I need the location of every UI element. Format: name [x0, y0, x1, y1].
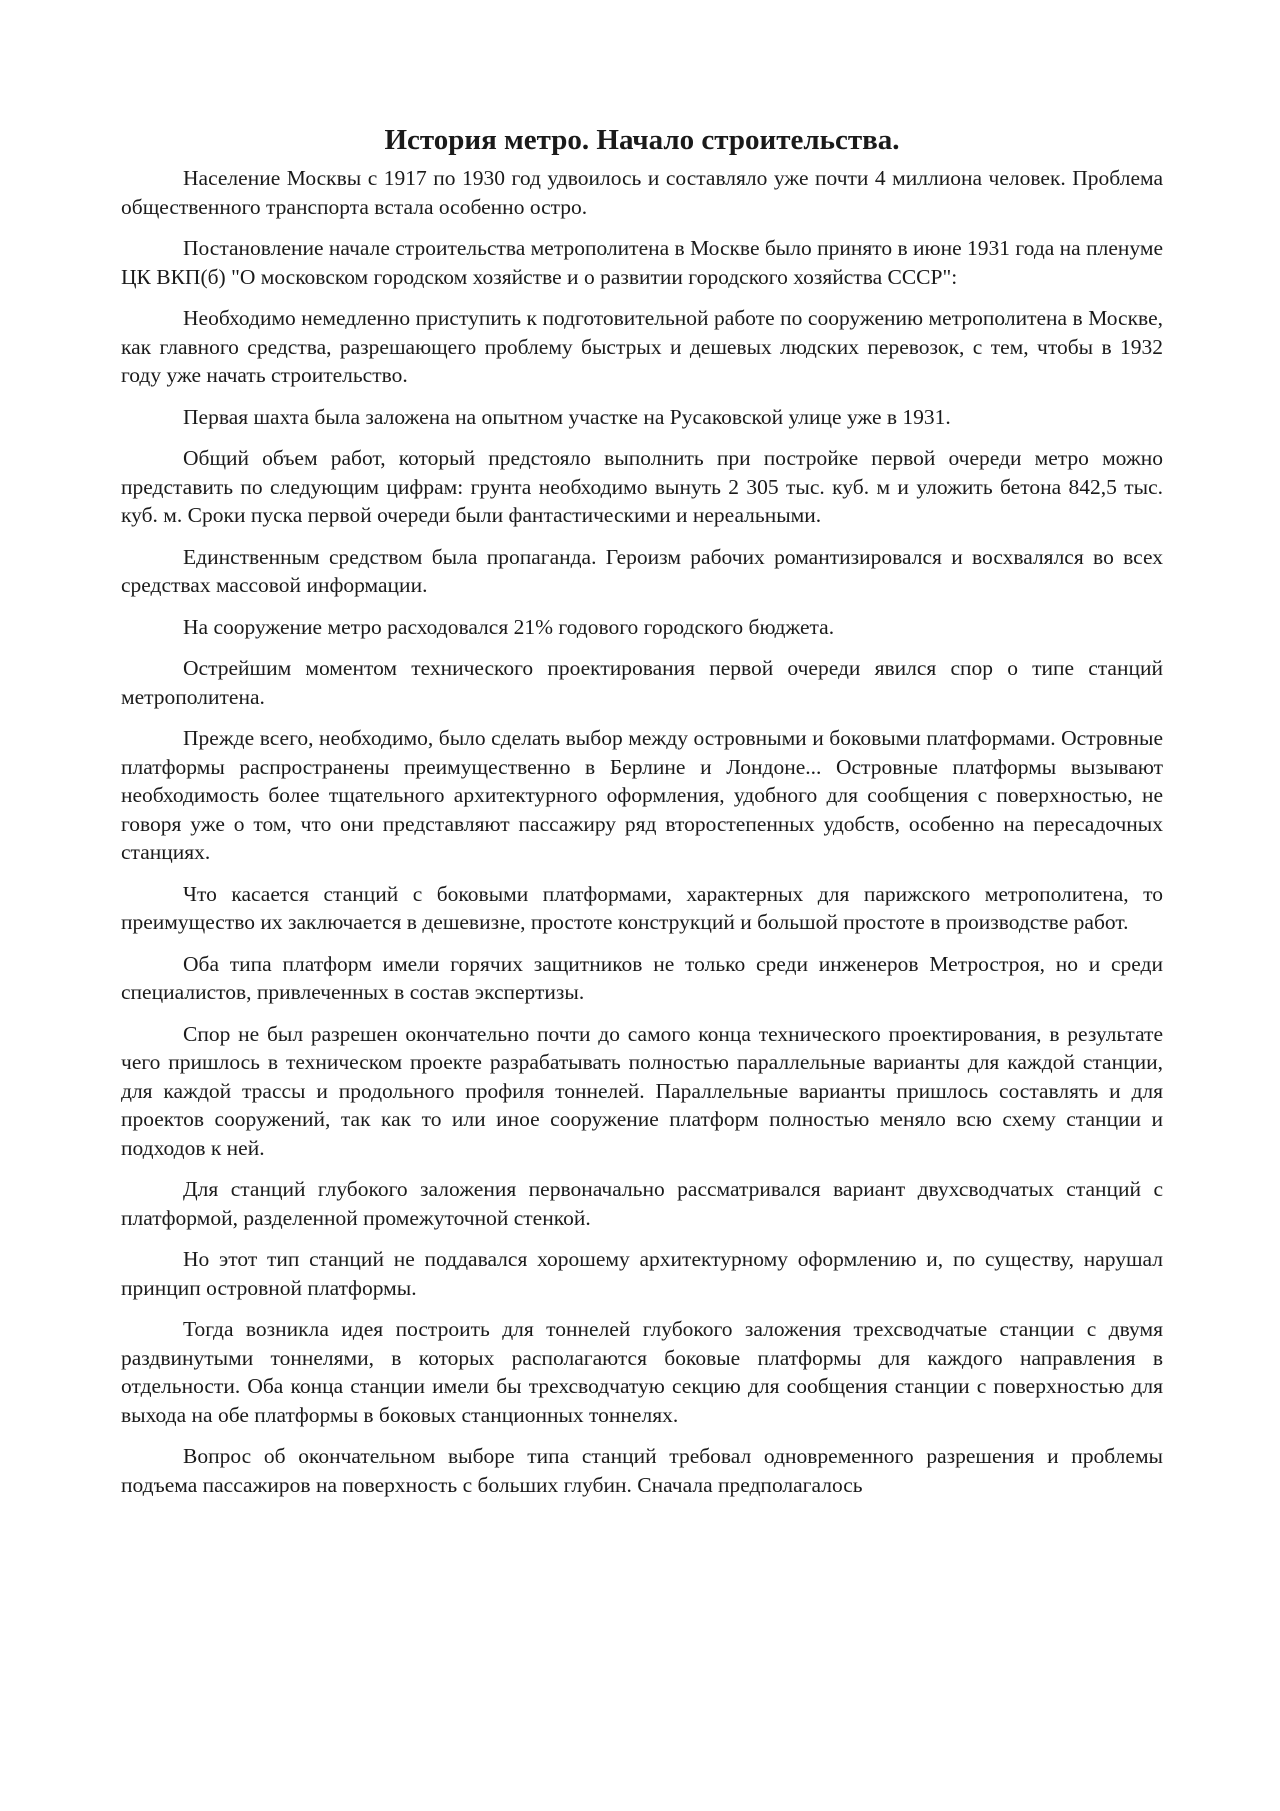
paragraph: Общий объем работ, который предстояло выполнить при постройке первой очереди метро можно представить по следующим цифрам: грунта необходимо вынуть 2 305 тыс. куб. м и уложить бетона 842,5 тыс. куб. м. Сроки пуска первой очереди были фантастическими и нереальными.: [121, 446, 1163, 527]
paragraph: Прежде всего, необходимо, было сделать выбор между островными и боковыми платформами. Островные платформы распространены преимущественно в Берлине и Лондоне... Островные платформы вызывают необходимость более тщательного архитектурного оформления, удобного для сообщения с поверхностью, не говоря уже о том, что они представляют пассажиру ряд второстепенных удобств, особенно на пересадочных станциях.: [121, 726, 1163, 864]
paragraph: Но этот тип станций не поддавался хорошему архитектурному оформлению и, по существу, нарушал принцип островной платформы.: [121, 1247, 1163, 1300]
paragraph: Первая шахта была заложена на опытном участке на Русаковской улице уже в 1931.: [183, 404, 951, 429]
document-page: [121, 122, 1163, 1512]
paragraph: Население Москвы с 1917 по 1930 год удвоилось и составляло уже почти 4 миллиона человек. Проблема общественного транспорта встала особенно остро.: [121, 166, 1163, 219]
paragraph: Спор не был разрешен окончательно почти до самого конца технического проектирования, в результате чего пришлось в техническом проекте разрабатывать полностью параллельные варианты для каждой станции, для каждой трассы и продольного профиля тоннелей. Параллельные варианты пришлось составлять и для проектов сооружений, так как то или иное сооружение платформ полностью меняло всю схему станции и подходов к ней.: [121, 1021, 1163, 1160]
paragraph: Тогда возникла идея построить для тоннелей глубокого заложения трехсводчатые станции с двумя раздвинутыми тоннелями, в которых располагаются боковые платформы для каждого направления в отдельности. Оба конца станции имели бы трехсводчатую секцию для сообщения станции с поверхностью для выхода на обе платформы в боковых станционных тоннелях.: [121, 1317, 1163, 1427]
paragraph: Острейшим моментом технического проектирования первой очереди явился спор о типе станций метрополитена.: [121, 656, 1163, 709]
paragraph: Что касается станций с боковыми платформами, характерных для парижского метрополитена, то преимущество их заключается в дешевизне, простоте конструкций и большой простоте в производстве работ.: [121, 881, 1163, 934]
paragraph: Единственным средством была пропаганда. Героизм рабочих романтизировался и восхвалялся во всех средствах массовой информации.: [121, 544, 1163, 597]
paragraph: Необходимо немедленно приступить к подготовительной работе по сооружению метрополитена в Москве, как главного средства, разрешающего проблему быстрых и дешевых людских перевозок, с тем, чтобы в 1932 году уже начать строительство.: [121, 306, 1163, 387]
paragraph: Для станций глубокого заложения первоначально рассматривался вариант двухсводчатых станций с платформой, разделенной промежуточной стенкой.: [121, 1177, 1163, 1230]
paragraph: Оба типа платформ имели горячих защитников не только среди инженеров Метростроя, но и среди специалистов, привлеченных в состав экспертизы.: [121, 951, 1163, 1004]
document-title: История метро. Начало строительства.: [384, 124, 900, 156]
paragraph: Вопрос об окончательном выборе типа станций требовал одновременного разрешения и проблемы подъема пассажиров на поверхность с больших глубин. Сначала предполагалось: [121, 1444, 1163, 1497]
paragraph: Постановление начале строительства метрополитена в Москве было принято в июне 1931 года на пленуме ЦК ВКП(б) "О московском городском хозяйстве и о развитии городского хозяйства СССР":: [121, 236, 1163, 289]
paragraph: На сооружение метро расходовался 21% годового городского бюджета.: [183, 614, 835, 639]
